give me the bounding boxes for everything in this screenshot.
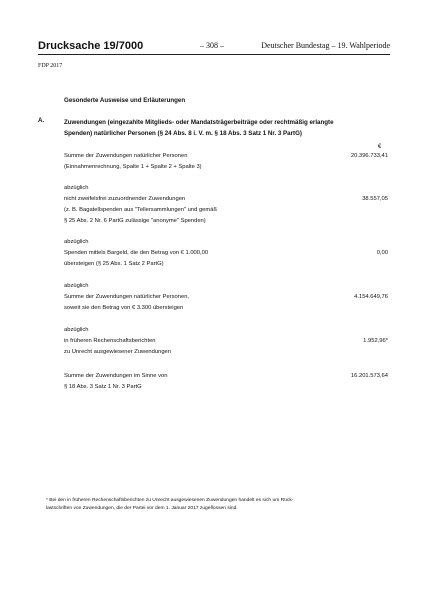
- entry-line: in früheren Rechenschaftsberichten: [64, 338, 156, 344]
- entry-line: zu Unrecht ausgewiesener Zuwendungen: [64, 349, 171, 355]
- entry-line: abzüglich: [64, 283, 89, 289]
- footnote-line: lastschriften von Zuwendungen, die der Partei vor dem 1. Januar 2017 zugeflossen sind.: [46, 506, 238, 511]
- page-number: – 308 –: [200, 41, 224, 50]
- entry-amount: 1.952,96*: [363, 338, 388, 344]
- entry-line: Summe der Zuwendungen natürlicher Personen: [64, 153, 188, 159]
- currency-symbol: €: [378, 144, 382, 150]
- entry-line: Spenden mittels Bargeld, die den Betrag von € 1.000,00: [64, 250, 209, 256]
- entry-line: (z. B. Bagatellspenden aus "Tellersammlungen" und gemäß: [64, 207, 217, 213]
- entry-line: nicht zweifelsfrei zuzuordnender Zuwendungen: [64, 196, 186, 202]
- parliament-label: Deutscher Bundestag – 19. Wahlperiode: [261, 41, 390, 50]
- document-number: Drucksache 19/7000: [38, 40, 144, 52]
- footnote: [46, 497, 392, 513]
- section-a-title-line: Zuwendungen (eingezahlte Mitglieds- oder Mandatsträgerbeiträge oder rechtmäßig erlangte: [64, 119, 334, 126]
- footnote-line: * Bei den in früheren Rechenschaftsberichten zu Unrecht ausgewiesenen Zuwendungen handelt es sich um Rück-: [46, 498, 294, 503]
- entry-line: Summe der Zuwendungen im Sinne von: [64, 373, 168, 379]
- section-title: Gesonderte Ausweise und Erläuterungen: [64, 97, 186, 104]
- entry-amount: 38.557,05: [362, 196, 388, 202]
- entry-amount: 4.154.649,76: [354, 294, 388, 300]
- entry-amount: 20.396.733,41: [350, 153, 388, 159]
- entry-line: § 25 Abs. 2 Nr. 6 PartG zulässige "anonyme" Spenden): [64, 218, 206, 224]
- entry-line: § 18 Abs. 3 Satz 1 Nr. 3 PartG: [64, 384, 142, 390]
- section-a-title: [64, 117, 384, 139]
- section-a-title-line: Spenden) natürlicher Personen (§ 24 Abs. 8 i. V. m. § 18 Abs. 3 Satz 1 Nr. 3 PartG): [64, 130, 302, 137]
- entry-line: übersteigen (§ 25 Abs. 1 Satz 2 PartG): [64, 261, 164, 267]
- entry-line: abzüglich: [64, 327, 89, 333]
- entry-line: abzüglich: [64, 239, 89, 245]
- entry-line: soweit sie den Betrag von € 3.300 übersteigen: [64, 305, 184, 311]
- entry-amount: 0,00: [376, 250, 388, 256]
- party-year: FDP 2017: [38, 63, 63, 69]
- entry-line: (Einnahmenrechnung, Spalte 1 + Spalte 2 + Spalte 3): [64, 164, 202, 170]
- section-a-letter: A.: [38, 117, 45, 124]
- page-header: [38, 40, 390, 55]
- entry-amount: 16.201.573,64: [350, 373, 388, 379]
- entry-line: Summe der Zuwendungen natürlicher Personen,: [64, 294, 190, 300]
- entry-line: abzüglich: [64, 185, 89, 191]
